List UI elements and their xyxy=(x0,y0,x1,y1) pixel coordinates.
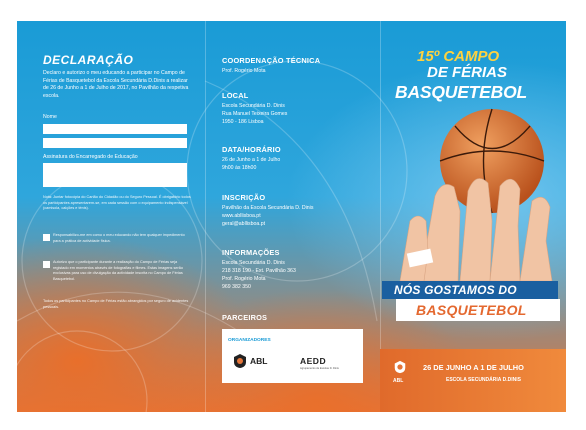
local-line: Escola Secundária D. Dinis xyxy=(222,103,285,109)
name-label: Nome xyxy=(43,114,57,120)
local-line: 1950 - 186 Lisboa xyxy=(222,119,264,125)
image-consent-checkbox[interactable] xyxy=(43,261,50,268)
coord-title: COORDENAÇÃO TÉCNICA xyxy=(222,56,321,65)
image-consent-text: Autorizo que o participante durante a realização do Campo de Férias seja registado em momentos através de fotografias e filmes. Estas imagens serão exclusivas para uso de divulgação da actividade inscrita no Campo de Férias Basquetebol. xyxy=(53,260,183,281)
org-aedd-name: AEDD xyxy=(300,356,327,366)
declaration-panel xyxy=(17,21,205,412)
responsibility-checkbox[interactable] xyxy=(43,234,50,241)
inscription-title: INSCRIÇÃO xyxy=(222,193,266,202)
abl-small-logo-icon xyxy=(393,359,407,375)
abl-logo-icon xyxy=(232,353,248,369)
organizers-label: ORGANIZADORES xyxy=(228,338,271,343)
responsibility-text: Responsabilizo-me em como o meu educando não tem qualquer impedimento para a prática de actividade física. xyxy=(53,233,185,243)
organizers-box xyxy=(222,329,363,383)
info-panel xyxy=(205,21,380,412)
local-line: Rua Manuel Teixeira Gomes xyxy=(222,111,288,117)
abl-small-logo-text: ABL xyxy=(393,378,404,384)
info-line: 969 382 350 xyxy=(222,284,251,290)
org-abl-name: ABL xyxy=(250,356,268,366)
name-field-2[interactable] xyxy=(43,138,187,148)
date-line: 26 de Junho a 1 de Julho xyxy=(222,157,281,163)
brochure-sheet xyxy=(17,21,566,412)
date-title: DATA/HORÁRIO xyxy=(222,145,281,154)
cover-title-line3: BASQUETEBOL xyxy=(395,82,527,102)
email-link[interactable]: geral@abllisboa.pt xyxy=(222,221,266,227)
website-link[interactable]: www.abllisboa.pt xyxy=(222,213,261,219)
cover-title-line2: DE FÉRIAS xyxy=(427,64,508,81)
cover-school: ESCOLA SECUNDÁRIA D.DINIS xyxy=(446,377,521,383)
info-title: INFORMAÇÕES xyxy=(222,248,280,257)
declaration-title: DECLARAÇÃO xyxy=(43,53,134,67)
banner-line1: NÓS GOSTAMOS DO xyxy=(394,283,517,297)
banner-line2: BASQUETEBOL xyxy=(416,302,527,318)
signature-label: Assinatura do Encarregado de Educação xyxy=(43,154,138,160)
cover-title-line1: 15º CAMPO xyxy=(417,48,500,65)
name-field-1[interactable] xyxy=(43,124,187,134)
signature-field[interactable] xyxy=(43,163,187,187)
info-line: Prof. Rogério Mota xyxy=(222,276,266,282)
coord-line: Prof. Rogério Mota xyxy=(222,68,266,74)
partners-title: PARCEIROS xyxy=(222,313,268,322)
insurance-footer: Todos os participantes no Campo de Férias estão abrangidos por seguro de acidentes pessoais. xyxy=(43,299,189,309)
org-aedd-subtitle: Agrupamento de Escolas D. Dinis xyxy=(300,367,339,370)
cover-date: 26 DE JUNHO A 1 DE JULHO xyxy=(423,363,524,372)
declaration-text: Declaro e autorizo o meu educando a participar no Campo de Férias de Basquetebol da Escola Secundária D.Dinis a realizar de 26 de Junho a 1 de Julho de 2017, no Pavilhão da respetiva escola. xyxy=(43,70,189,99)
info-line: Escola Secundária D. Dinis xyxy=(222,260,285,266)
info-line: 218 318 190 - Ext. Pavilhão 363 xyxy=(222,268,296,274)
cover-panel xyxy=(380,21,566,412)
note-text: Nota: Juntar fotocópia do Cartão do Cidadão ou do Seguro Pessoal. É obrigatório todos os participantes apresentarem-se, em cada sessão com o equipamento indispensável (camisola, calções e ténis). xyxy=(43,195,191,211)
inscription-line: Pavilhão da Escola Secundária D. Dinis xyxy=(222,205,314,211)
local-title: LOCAL xyxy=(222,91,249,100)
hours-line: 9h00 às 18h00 xyxy=(222,165,257,171)
